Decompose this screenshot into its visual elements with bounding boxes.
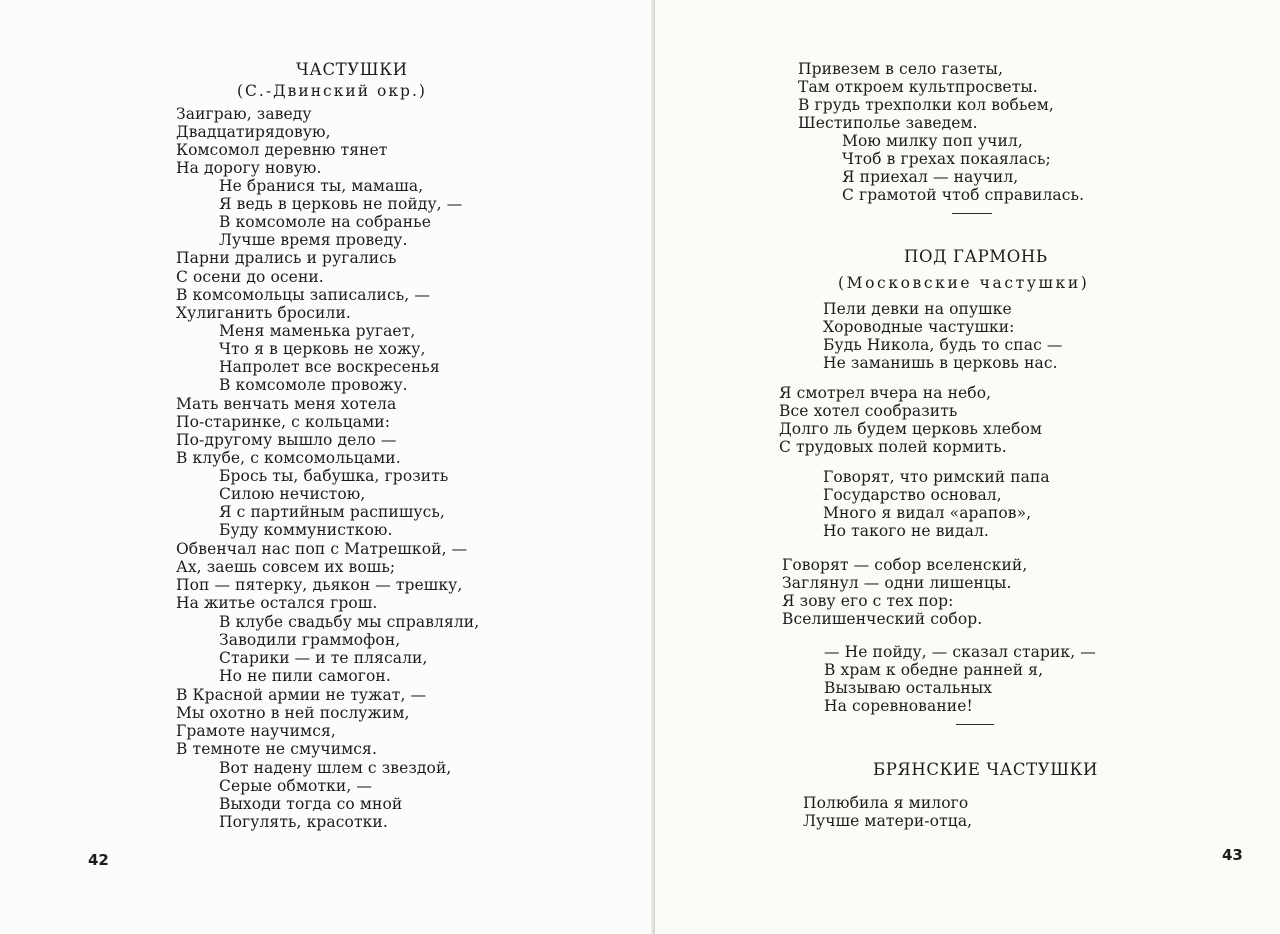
poem-line: Пели девки на опушке (823, 300, 1012, 318)
poem-line: Лучше матери-отца, (803, 812, 973, 830)
poem-line: Но не пили самогон. (219, 667, 391, 685)
right-page (655, 0, 1280, 934)
section-divider (952, 213, 992, 214)
poem-line: Я с партийным распишусь, (219, 503, 445, 521)
poem-line: В клубе, с комсомольцами. (176, 449, 401, 467)
poem-line: С осени до осени. (176, 268, 324, 286)
poem-line: Грамоте научимся, (176, 722, 336, 740)
poem-line: По-старинке, с кольцами: (176, 413, 391, 431)
poem-line: В комсомоле на собранье (219, 213, 431, 231)
poem-line: Заводили граммофон, (219, 631, 401, 649)
poem-line: Будь Никола, будь то спас — (823, 336, 1063, 354)
poem-line: Мою милку поп учил, (842, 132, 1023, 150)
poem-line: В храм к обедне ранней я, (824, 661, 1044, 679)
poem-line: Много я видал «арапов», (823, 504, 1032, 522)
poem-line: В Красной армии не тужат, — (176, 686, 427, 704)
poem-line: Я зову его с тех пор: (782, 592, 954, 610)
poem-line: Хулиганить бросили. (176, 304, 351, 322)
poem-line: Брось ты, бабушка, грозить (219, 467, 449, 485)
poem-line: Вызываю остальных (824, 679, 993, 697)
poem-line: Мать венчать меня хотела (176, 395, 397, 413)
poem-line: Парни дрались и ругались (176, 249, 397, 267)
poem-line: Лучше время проведу. (219, 231, 408, 249)
poem-line: Я ведь в церковь не пойду, — (219, 195, 463, 213)
poem-line: Что я в церковь не хожу, (219, 340, 426, 358)
page-number: 42 (88, 851, 109, 869)
poem-line: Меня маменька ругает, (219, 322, 416, 340)
poem-line: Двадцатирядовую, (176, 123, 331, 141)
page-number: 43 (1222, 846, 1243, 864)
poem-line: Чтоб в грехах покаялась; (842, 150, 1051, 168)
poem-line: Я смотрел вчера на небо, (779, 384, 992, 402)
poem-line: Ах, заешь совсем их вошь; (176, 558, 396, 576)
poem-line: Выходи тогда со мной (219, 795, 403, 813)
poem-line: На соревнование! (824, 697, 973, 715)
poem-line: Заиграю, заведу (176, 105, 312, 123)
poem-line: Обвенчал нас поп с Матрешкой, — (176, 540, 468, 558)
poem-line: На дорогу новую. (176, 159, 322, 177)
poem-line: Все хотел сообразить (779, 402, 958, 420)
section-divider (956, 724, 994, 725)
section-title: ПОД ГАРМОНЬ (904, 247, 1048, 266)
left-page-title: ЧАСТУШКИ (296, 60, 408, 79)
poem-line: Долго ль будем церковь хлебом (779, 420, 1043, 438)
poem-line: Буду коммунисткою. (219, 521, 393, 539)
poem-line: Поп — пятерку, дьякон — трешку, (176, 576, 463, 594)
poem-line: Вселишенческий собор. (782, 610, 983, 628)
poem-line: В комсомоле провожу. (219, 376, 408, 394)
poem-line: Заглянул — одни лишенцы. (782, 574, 1012, 592)
poem-line: — Не пойду, — сказал старик, — (824, 643, 1096, 661)
poem-line: Государство основал, (823, 486, 1002, 504)
poem-line: Серые обмотки, — (219, 777, 372, 795)
poem-line: Напролет все воскресенья (219, 358, 440, 376)
poem-line: По-другому вышло дело — (176, 431, 397, 449)
section-subtitle: (Московские частушки) (838, 274, 1090, 292)
poem-line: Полюбила я милого (803, 794, 969, 812)
poem-line: Шестиполье заведем. (798, 114, 978, 132)
poem-line: В клубе свадьбу мы справляли, (219, 613, 480, 631)
poem-line: Погулять, красотки. (219, 813, 388, 831)
poem-line: Я приехал — научил, (842, 168, 1019, 186)
poem-line: Не заманишь в церковь нас. (823, 354, 1058, 372)
poem-line: Там откроем культпросветы. (798, 78, 1038, 96)
poem-line: С трудовых полей кормить. (779, 438, 1007, 456)
poem-line: Мы охотно в ней послужим, (176, 704, 410, 722)
poem-line: Говорят, что римский папа (823, 468, 1050, 486)
poem-line: Говорят — собор вселенский, (782, 556, 1028, 574)
poem-line: Хороводные частушки: (823, 318, 1015, 336)
poem-line: На житье остался грош. (176, 594, 378, 612)
poem-line: В темноте не смучимся. (176, 740, 377, 758)
poem-line: В комсомольцы записались, — (176, 286, 430, 304)
poem-line: С грамотой чтоб справилась. (842, 186, 1085, 204)
poem-line: Привезем в село газеты, (798, 60, 1004, 78)
poem-line: Не бранися ты, мамаша, (219, 177, 424, 195)
poem-line: Силою нечистою, (219, 485, 366, 503)
left-page-subtitle: (С.-Двинский окр.) (237, 82, 427, 100)
poem-line: В грудь трехполки кол вобьем, (798, 96, 1054, 114)
poem-line: Вот надену шлем с звездой, (219, 759, 452, 777)
poem-line: Комсомол деревню тянет (176, 141, 388, 159)
poem-line: Старики — и те плясали, (219, 649, 428, 667)
section-title: БРЯНСКИЕ ЧАСТУШКИ (873, 760, 1099, 779)
poem-line: Но такого не видал. (823, 522, 989, 540)
